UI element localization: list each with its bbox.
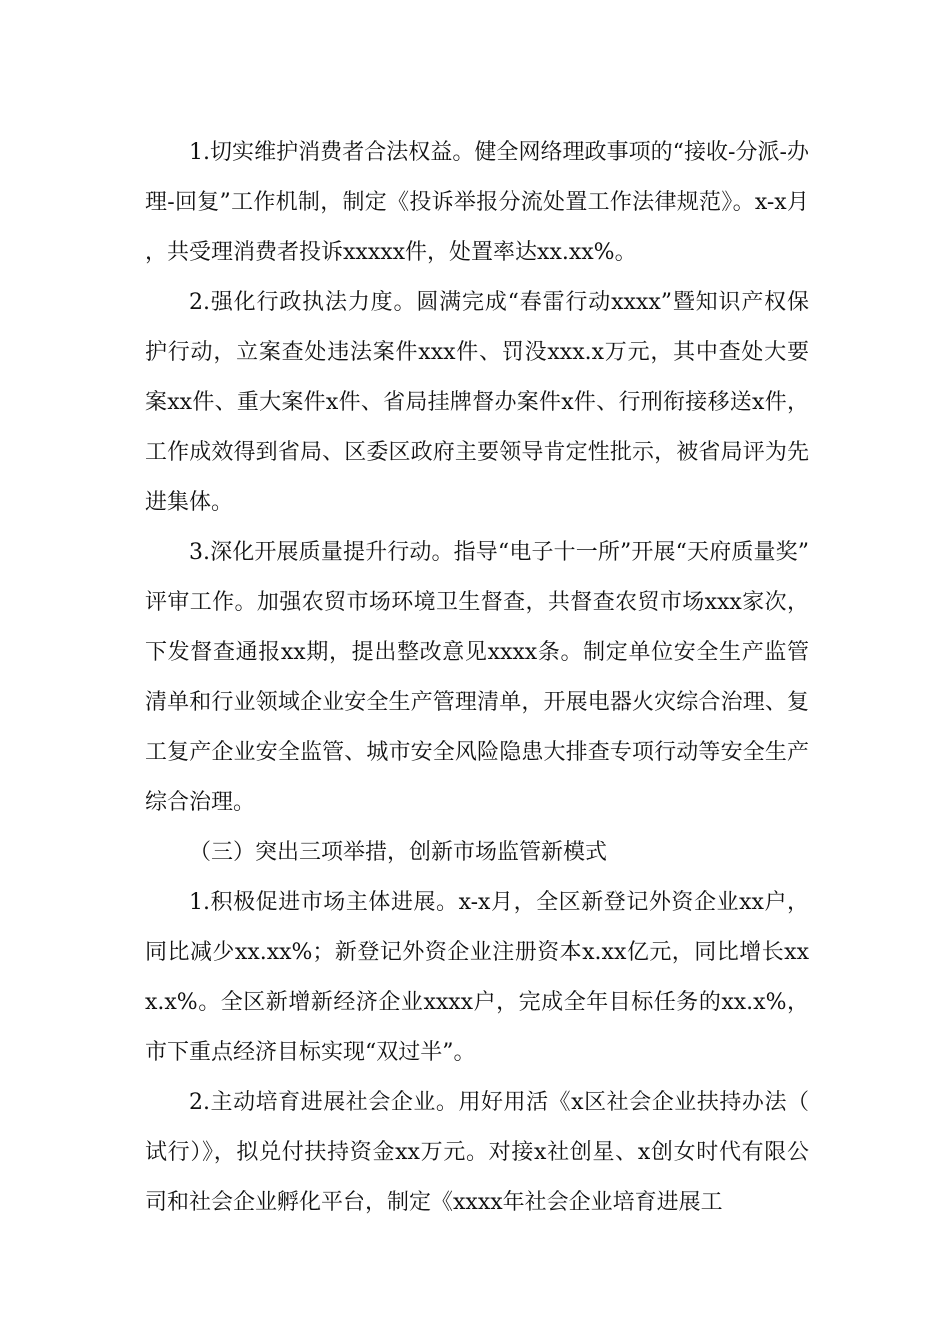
paragraph-market-entities: 1.积极促进市场主体进展。x-x月，全区新登记外资企业xx户，同比减少xx.xx%；新登记外资企业注册资本x.xx亿元，同比增长xxx.x%。全区新增新经济企业xxxx户，完成全年目标任务的xx.x%，市下重点经济目标实现“双过半”。 (145, 890, 809, 1065)
section-heading-three-measures: （三）突出三项举措，创新市场监管新模式 (189, 840, 608, 865)
paragraph-law-enforcement: 2.强化行政执法力度。圆满完成“春雷行动xxxx”暨知识产权保护行动，立案查处违法案件xxx件、罚没xxx.x万元，其中查处大要案xx件、重大案件x件、省局挂牌督办案件x件、行刑衔接移送x件，工作成效得到省局、区委区政府主要领导肯定性批示，被省局评为先进集体。 (145, 290, 809, 515)
document-body (145, 128, 809, 1228)
paragraph-consumer-rights: 1.切实维护消费者合法权益。健全网络理政事项的“接收-分派-办理-回复”工作机制，制定《投诉举报分流处置工作法律规范》。x-x月，共受理消费者投诉xxxxx件，处置率达xx.xx%。 (145, 140, 809, 265)
paragraph-quality-improvement: 3.深化开展质量提升行动。指导“电子十一所”开展“天府质量奖”评审工作。加强农贸市场环境卫生督查，共督查农贸市场xxx家次，下发督查通报xx期，提出整改意见xxxx条。制定单位安全生产监管清单和行业领域企业安全生产管理清单，开展电器火灾综合治理、复工复产企业安全监管、城市安全风险隐患大排查专项行动等安全生产综合治理。 (145, 540, 809, 815)
paragraph-social-enterprises: 2.主动培育进展社会企业。用好用活《x区社会企业扶持办法（试行）》，拟兑付扶持资金xx万元。对接x社创星、x创女时代有限公司和社会企业孵化平台，制定《xxxx年社会企业培育进展工 (145, 1090, 809, 1215)
